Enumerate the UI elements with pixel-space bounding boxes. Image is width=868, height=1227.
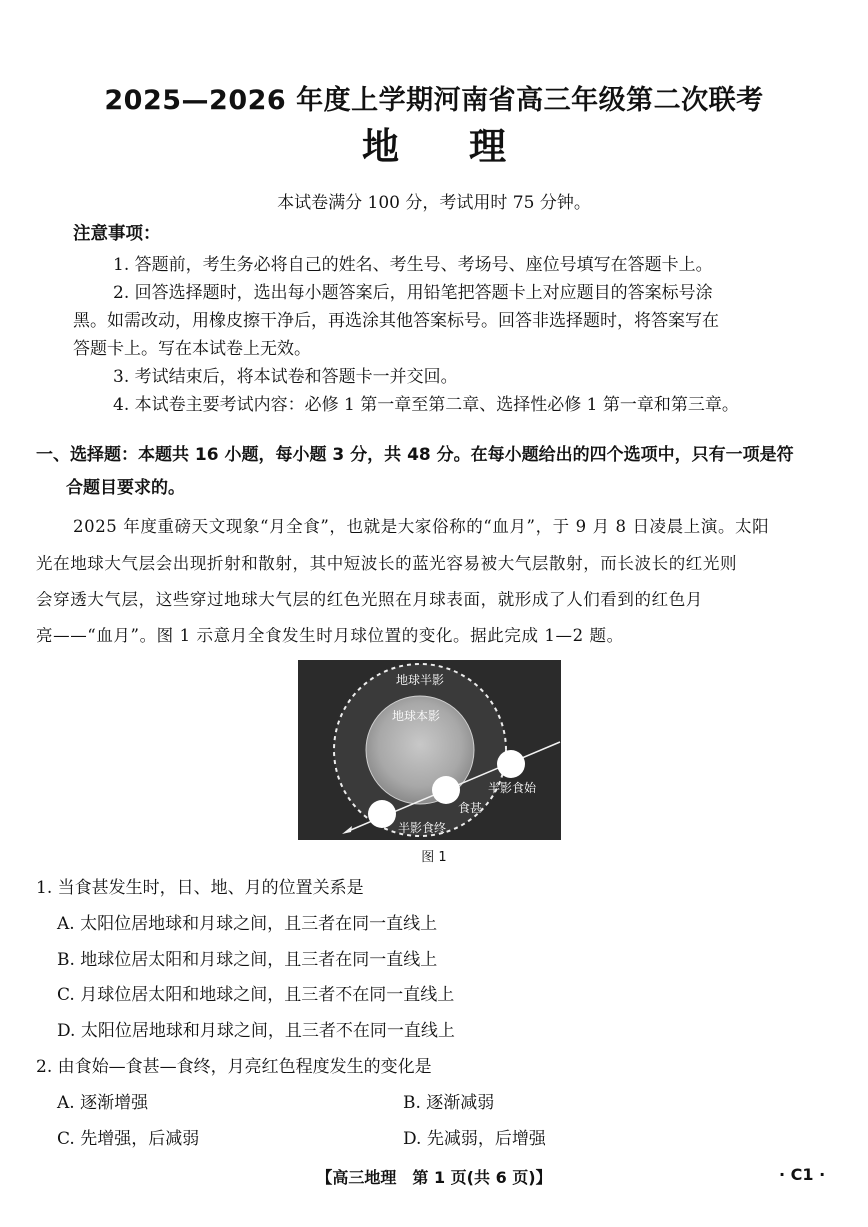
question-1-stem: 1. 当食甚发生时，日、地、月的位置关系是 — [36, 878, 364, 898]
score-info: 本试卷满分 100 分，考试用时 75 分钟。 — [277, 193, 591, 213]
moon-penumbra-end — [368, 800, 396, 828]
note-item-3: 3. 考试结束后，将本试卷和答题卡一并交回。 — [113, 367, 458, 387]
label-totality: 食甚 — [458, 801, 483, 815]
label-umbra: 地球本影 — [392, 709, 441, 723]
question-1-option-c: C. 月球位居太阳和地球之间，且三者不在同一直线上 — [57, 985, 455, 1005]
note-item-1: 1. 答题前，考生务必将自己的姓名、考生号、考场号、座位号填写在答题卡上。 — [113, 255, 713, 275]
section-heading: 一、选择题：本题共 16 小题，每小题 3 分，共 48 分。在每小题给出的四个选项中，只有一项是符 — [36, 445, 794, 465]
note-item-4: 4. 本试卷主要考试内容：必修 1 第一章至第二章、选择性必修 1 第一章和第三章。 — [113, 395, 739, 415]
subject-title: 地理 — [362, 125, 576, 168]
question-2-stem: 2. 由食始—食甚—食终，月亮红色程度发生的变化是 — [36, 1057, 432, 1077]
question-1-option-a: A. 太阳位居地球和月球之间，且三者在同一直线上 — [57, 914, 438, 934]
intro-line-2: 光在地球大气层会出现折射和散射，其中短波长的蓝光容易被大气层散射，而长波长的红光则 — [36, 554, 738, 573]
label-penumbra-start: 半影食始 — [488, 781, 537, 795]
intro-line-1: 2025 年度重磅天文现象“月全食”，也就是大家俗称的“血月”，于 9 月 8 日凌晨上演。太阳 — [73, 517, 770, 536]
note-item-2: 2. 回答选择题时，选出每小题答案后，用铅笔把答题卡上对应题目的答案标号涂 — [113, 283, 713, 303]
notes-heading: 注意事项： — [73, 224, 161, 244]
moon-penumbra-start — [497, 750, 525, 778]
intro-line-3: 会穿透大气层，这些穿过地球大气层的红色光照在月球表面，就形成了人们看到的红色月 — [36, 590, 703, 609]
moon-totality — [432, 776, 460, 804]
page-footer: 【高三地理 第 1 页(共 6 页)】 — [316, 1168, 552, 1187]
eclipse-diagram — [298, 660, 561, 840]
label-penumbra-end: 半影食终 — [398, 821, 447, 835]
intro-line-4: 亮——“血月”。图 1 示意月全食发生时月球位置的变化。据此完成 1—2 题。 — [36, 626, 624, 645]
question-2-option-a: A. 逐渐增强 — [57, 1093, 149, 1113]
page-code: · C1 · — [779, 1165, 826, 1184]
section-heading-cont: 合题目要求的。 — [66, 478, 185, 498]
figure-caption: 图 1 — [421, 850, 447, 865]
label-penumbra: 地球半影 — [396, 673, 445, 687]
note-item-2-cont-1: 黑。如需改动，用橡皮擦干净后，再选涂其他答案标号。回答非选择题时，将答案写在 — [73, 311, 719, 331]
question-1-option-d: D. 太阳位居地球和月球之间，且三者不在同一直线上 — [57, 1021, 455, 1041]
lunar-eclipse-figure — [298, 660, 561, 840]
note-item-2-cont-2: 答题卡上。写在本试卷上无效。 — [73, 339, 311, 359]
question-2-option-c: C. 先增强，后减弱 — [57, 1129, 200, 1149]
question-2-option-d: D. 先减弱，后增强 — [403, 1129, 546, 1149]
question-1-option-b: B. 地球位居太阳和月球之间，且三者在同一直线上 — [57, 950, 438, 970]
question-2-option-b: B. 逐渐减弱 — [403, 1093, 495, 1113]
exam-title: 2025—2026 年度上学期河南省高三年级第二次联考 — [104, 85, 764, 116]
